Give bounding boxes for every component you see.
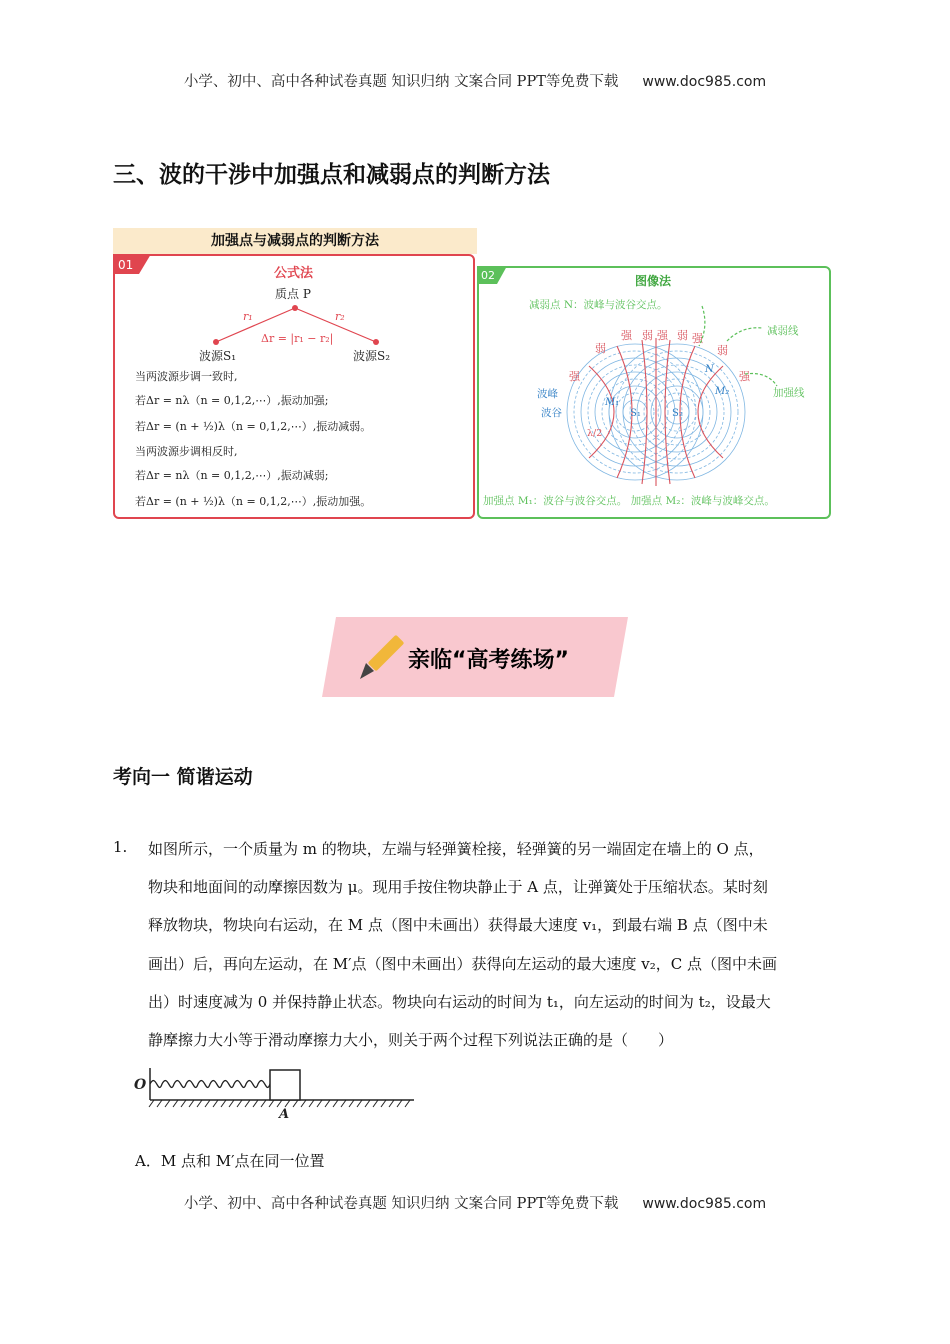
formula-line-6: 若Δr = (n + ½)λ（n = 0,1,2,⋯）,振动加强。 — [135, 495, 372, 508]
wall-point-o-label: O — [134, 1077, 147, 1093]
strong-label-left: 强 — [569, 370, 580, 383]
page-footer — [0, 1192, 950, 1213]
s2-label: 波源S₂ — [353, 349, 391, 363]
question-line-2: 物块和地面间的动摩擦因数为 μ。现用手按住物块静止于 A 点，让弹簧处于压缩状态。某时刻 — [148, 878, 768, 896]
banner-text: 亲临“高考练场” — [408, 648, 569, 673]
figure-title: 加强点与减弱点的判断方法 — [113, 228, 477, 254]
weak-label-top-1: 弱 — [642, 329, 653, 342]
strong-label-top-1: 强 — [621, 329, 632, 342]
card2-number: 02 — [481, 269, 495, 282]
page-header — [0, 70, 950, 91]
formula-line-2: 若Δr = nλ（n = 0,1,2,⋯）,振动加强; — [135, 394, 329, 407]
weak-label-top-2: 弱 — [677, 329, 688, 342]
point-a-label: A — [279, 1107, 290, 1122]
question-number: 1. — [113, 838, 128, 856]
point-p-label: 质点 P — [275, 287, 311, 301]
weak-point-note: 减弱点 N：波峰与波谷交点。 — [529, 299, 668, 311]
question-line-5: 出）时速度减为 0 并保持静止状态。物块向右运动的时间为 t₁，向左运动的时间为 t₂，设最大 — [148, 993, 771, 1011]
option-a[interactable]: A．M 点和 M′点在同一位置 — [135, 1152, 325, 1170]
practice-banner — [322, 615, 630, 699]
question-line-1: 如图所示，一个质量为 m 的物块，左端与轻弹簧栓接，轻弹簧的另一端固定在墙上的 O 点， — [148, 840, 764, 858]
footer-url[interactable]: www.doc985.com — [642, 1196, 767, 1212]
card1-number: 01 — [118, 258, 134, 272]
header-url[interactable]: www.doc985.com — [642, 74, 767, 90]
interference-diagram — [477, 266, 831, 519]
s1-source-label: S₁ — [630, 408, 641, 419]
card2-title: 图像法 — [635, 274, 672, 288]
formula-diagram — [113, 280, 475, 370]
half-lambda-label: λ/2 — [587, 428, 603, 439]
weak-line-label: 减弱线 — [767, 325, 799, 337]
r2-label: r₂ — [335, 310, 345, 323]
delta-r-label: Δr = |r₁ − r₂| — [261, 332, 334, 345]
strong-label-right: 强 — [739, 370, 750, 383]
spring-block-diagram — [130, 1062, 420, 1124]
m1-label: M₁ — [605, 397, 620, 408]
s2-source-label: S₂ — [672, 408, 683, 419]
card1-number-badge — [113, 254, 153, 276]
crest-label: 波峰 — [537, 388, 558, 400]
formula-line-5: 若Δr = nλ（n = 0,1,2,⋯）,振动减弱; — [135, 469, 329, 482]
strong-point-note: 加强点 M₁：波谷与波谷交点。 加强点 M₂：波峰与波峰交点。 — [483, 495, 775, 507]
footer-text: 小学、初中、高中各种试卷真题 知识归纳 文案合同 PPT等免费下载 — [183, 1196, 619, 1212]
s1-label: 波源S₁ — [199, 349, 237, 363]
question-line-4: 画出）后，再向左运动，在 M′点（图中未画出）获得向左运动的最大速度 v₂，C 点（图中未画 — [148, 955, 778, 973]
formula-line-1: 当两波源步调一致时, — [135, 370, 238, 383]
trough-label: 波谷 — [541, 407, 562, 419]
weak-label-right: 弱 — [717, 344, 728, 357]
formula-line-3: 若Δr = (n + ½)λ（n = 0,1,2,⋯）,振动减弱。 — [135, 420, 372, 433]
strong-label-top-3: 强 — [692, 332, 703, 345]
card1-title: 公式法 — [274, 266, 314, 281]
r1-label: r₁ — [243, 310, 253, 323]
n-label: N — [705, 364, 714, 375]
weak-label-left: 弱 — [595, 342, 606, 355]
question-line-6: 静摩擦力大小等于滑动摩擦力大小，则关于两个过程下列说法正确的是（ ） — [148, 1031, 674, 1049]
formula-line-4: 当两波源步调相反时, — [135, 445, 238, 458]
strong-line-label: 加强线 — [773, 387, 805, 399]
strong-label-top-2: 强 — [657, 329, 668, 342]
m2-label: M₂ — [715, 386, 730, 397]
section-title: 三、波的干涉中加强点和减弱点的判断方法 — [113, 162, 550, 188]
header-text: 小学、初中、高中各种试卷真题 知识归纳 文案合同 PPT等免费下载 — [183, 74, 619, 90]
question-line-3: 释放物块，物块向右运动，在 M 点（图中未画出）获得最大速度 v₁，到最右端 B 点（图中未 — [148, 916, 768, 934]
kaoxiang-title: 考向一 简谐运动 — [113, 766, 253, 788]
